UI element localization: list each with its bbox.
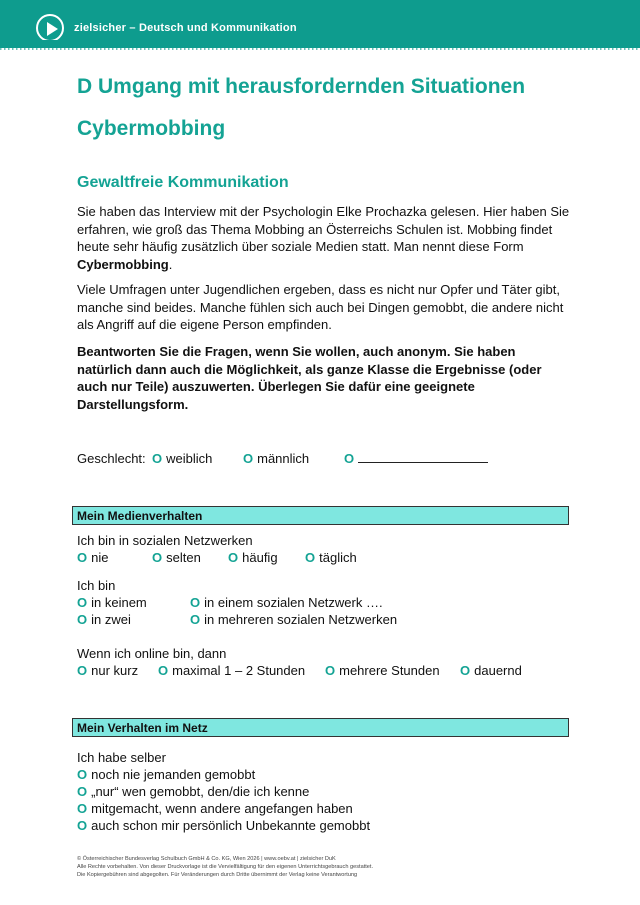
option-in-keinem[interactable]: O in keinem xyxy=(77,595,147,610)
question-networks-frequency: Ich bin in sozialen Netzwerken xyxy=(77,533,253,548)
section-box-behavior: Mein Verhalten im Netz xyxy=(72,718,569,737)
option-selten[interactable]: O selten xyxy=(152,550,201,565)
question-online-duration: Wenn ich online bin, dann xyxy=(77,646,227,661)
option-dauernd[interactable]: O dauernd xyxy=(460,663,522,678)
option-maximal-stunden[interactable]: O maximal 1 – 2 Stunden xyxy=(158,663,306,678)
section-box-media: Mein Medienverhalten xyxy=(72,506,569,525)
copyright-footer: © Österreichischer Bundesverlag Schulbuch GmbH & Co. KG, Wien 2026 | www.oebv.at | zielsicher DuK Alle Rechte vorbehalten. Von dieser Druckvorlage ist die Vervielfältigung für den eigenen Unterrichtsgebrauch gestattet. Die Kopiergebühren sind abgegolten. Für Veränderungen durch Dritte übernimmt der Verlag keine Verantwortung xyxy=(77,856,374,878)
survey-paragraph: Viele Umfragen unter Jugendlichen ergeben, dass es nicht nur Opfer und Täter gibt, manche sind beides. Manche fühlen sich auch bei Dingen gemobbt, die andere nicht als Angriff auf die eigene Person empfinden. xyxy=(77,282,564,332)
option-in-einem[interactable]: O in einem sozialen Netzwerk …. xyxy=(190,595,383,610)
section-title: Gewaltfreie Kommunikation xyxy=(77,174,289,191)
page-subtitle: Cybermobbing xyxy=(77,117,226,140)
emphasis-cybermobbing: Cybermobbing xyxy=(77,256,169,272)
option-in-mehreren[interactable]: O in mehreren sozialen Netzwerken xyxy=(190,612,398,627)
brand-title: zielsicher – Deutsch und Kommunikation xyxy=(74,22,297,34)
write-in-line[interactable] xyxy=(358,451,488,463)
option-bullied-known[interactable]: O „nur“ wen gemobbt, den/die ich kenne xyxy=(77,784,310,799)
option-nie[interactable]: O nie xyxy=(77,550,109,565)
option-nur-kurz[interactable]: O nur kurz xyxy=(77,663,139,678)
instruction-paragraph: Beantworten Sie die Fragen, wenn Sie wollen, auch anonym. Sie haben natürlich dann auch die Möglichkeit, als ganze Klasse die Ergebnisse (oder auch nur Teile) auszuwerten. Überlegen Sie dafür eine geeignete Darstellungsform. xyxy=(77,344,542,412)
option-bullied-strangers[interactable]: O auch schon mir persönlich Unbekannte gemobbt xyxy=(77,818,371,833)
gender-option-female[interactable]: O weiblich xyxy=(152,451,213,466)
option-never-bullied[interactable]: O noch nie jemanden gemobbt xyxy=(77,767,256,782)
gender-option-other[interactable]: O xyxy=(344,451,488,466)
gender-label: Geschlecht: xyxy=(77,451,146,466)
intro-paragraph: Sie haben das Interview mit der Psychologin Elke Prochazka gelesen. Hier haben Sie erfahren, wie groß das Thema Mobbing an Österreichs Schulen ist. Mobbing findet heute sehr häufig zusätzlich über soziale Medien statt. Man nennt diese Form Cybermobbing. xyxy=(77,204,570,272)
gender-option-male[interactable]: O männlich xyxy=(243,451,310,466)
question-network-count: Ich bin xyxy=(77,578,116,593)
header-wave xyxy=(0,40,640,52)
option-taeglich[interactable]: O täglich xyxy=(305,550,357,565)
option-mehrere-stunden[interactable]: O mehrere Stunden xyxy=(325,663,440,678)
option-haeufig[interactable]: O häufig xyxy=(228,550,278,565)
page-title: D Umgang mit herausfordernden Situationen xyxy=(77,75,526,98)
play-icon xyxy=(36,14,64,42)
option-in-zwei[interactable]: O in zwei xyxy=(77,612,131,627)
question-own-behavior: Ich habe selber xyxy=(77,750,166,765)
option-joined-in[interactable]: O mitgemacht, wenn andere angefangen haben xyxy=(77,801,353,816)
